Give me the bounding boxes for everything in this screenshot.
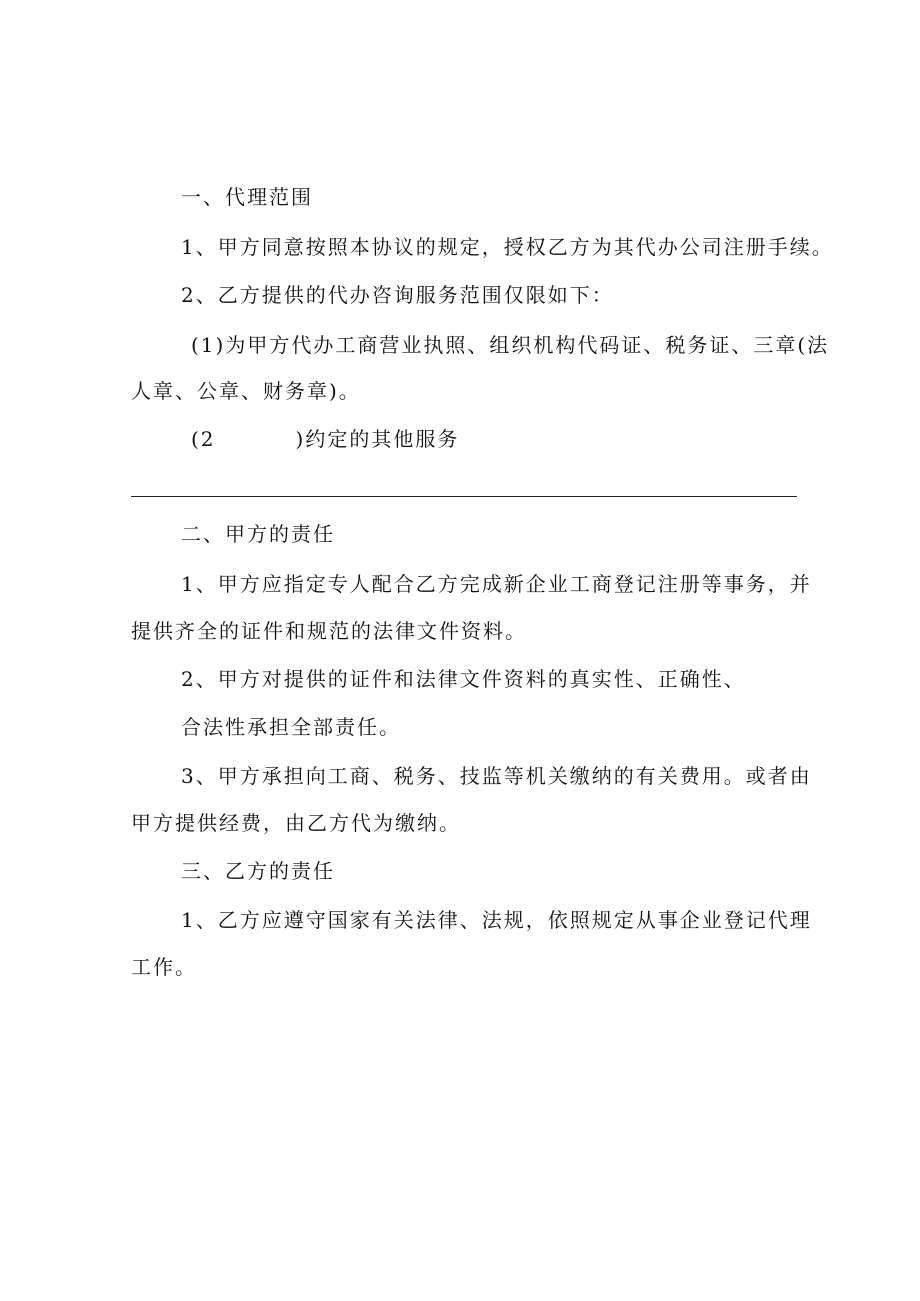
party-a-item-2-line1: 2、甲方对提供的证件和法律文件资料的真实性、正确性、 <box>181 667 746 691</box>
scope-subitem-2-suffix: )约定的其他服务 <box>295 427 460 451</box>
scope-subitem-2 <box>191 425 459 453</box>
party-a-item-2-line2: 合法性承担全部责任。 <box>181 715 401 739</box>
scope-subitem-2-prefix: (2 <box>191 427 216 451</box>
section-heading-scope: 一、代理范围 <box>181 185 313 209</box>
section-heading-party-a: 二、甲方的责任 <box>181 522 335 546</box>
party-a-item-1-line2: 提供齐全的证件和规范的法律文件资料。 <box>131 619 527 643</box>
party-b-item-1-line1: 1、乙方应遵守国家有关法律、法规，依照规定从事企业登记代理 <box>181 908 812 932</box>
scope-item-2: 2、乙方提供的代办咨询服务范围仅限如下： <box>181 283 614 307</box>
party-a-item-1-line1: 1、甲方应指定专人配合乙方完成新企业工商登记注册等事务，并 <box>181 572 812 596</box>
scope-item-1: 1、甲方同意按照本协议的规定，授权乙方为其代办公司注册手续。 <box>181 235 834 259</box>
scope-subitem-1-line2: 人章、公章、财务章)。 <box>131 379 361 403</box>
party-a-item-3-line2: 甲方提供经费，由乙方代为缴纳。 <box>131 811 461 835</box>
section-heading-party-b: 三、乙方的责任 <box>181 859 335 883</box>
horizontal-divider <box>131 496 797 497</box>
scope-subitem-1-line1: (1)为甲方代办工商营业执照、组织机构代码证、税务证、三章(法 <box>191 333 830 357</box>
party-b-item-1-line2: 工作。 <box>131 955 197 979</box>
party-a-item-3-line1: 3、甲方承担向工商、税务、技监等机关缴纳的有关费用。或者由 <box>181 764 812 788</box>
